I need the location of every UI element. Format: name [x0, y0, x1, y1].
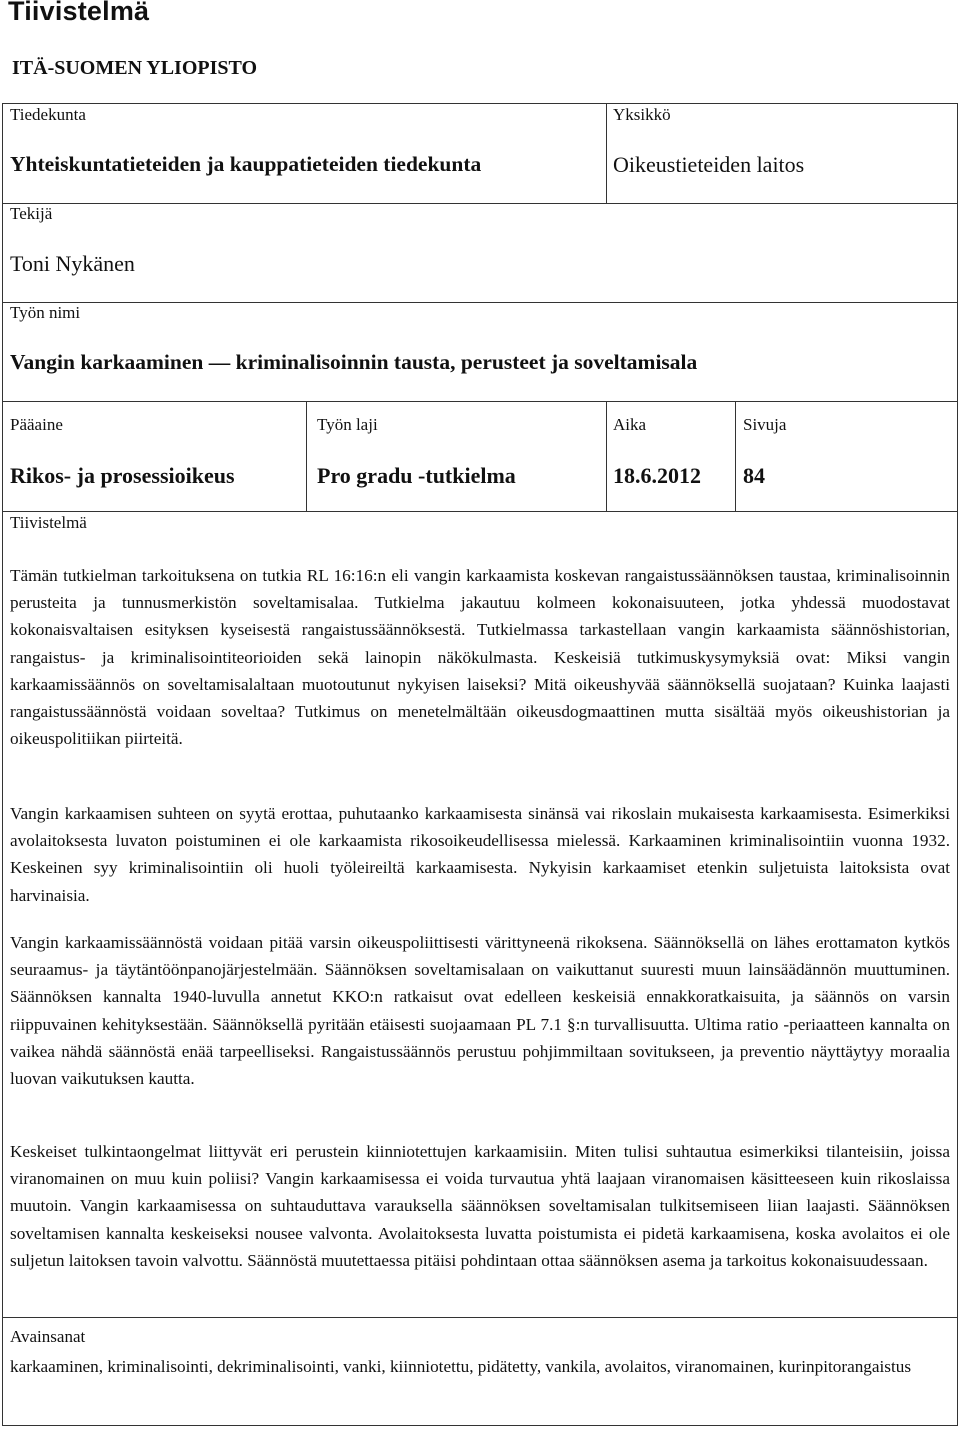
abstract-paragraph: Keskeiset tulkintaongelmat liittyvät eri perustein kiinniotettujen karkaamisiin. Miten tulisi suhtautua esimerkiksi tilanteisiin, joissa viranomainen on muu kuin poliisi? Vangin karkaamisessa ei voida turvautua yhtä laajaan viranomaisen käsitteeseen kuin rikoslaissa muutoin. Vangin karkaamisessa on suhtauduttava varauksella säännöksen soveltamisalan tulkitsemiseen liian laajasti. Säännöksen soveltamisen kannalta keskeiseksi nousee valvonta. Avolaitoksesta luvatta poistumista ei pidetä karkaamisena, koska avolaitos ei ole suljetun laitoksen tavoin valvottu. Säännöstä muutettaessa pitäisi pohdintaan ottaa säännöksen asema ja tarkoitus kokonaisuudessaan. [10, 1142, 950, 1270]
work-name-value: Vangin karkaaminen — kriminalisoinnin tausta, perusteet ja soveltamisala [10, 350, 698, 374]
unit-label: Yksikkö [613, 105, 671, 124]
abstract-paragraph: Vangin karkaamissäännöstä voidaan pitää varsin oikeuspoliittisesti värittyneenä rikoksena. Säännöksellä on lähes erottamaton kytkös seuraamus- ja täytäntöönpanojärjestelmään. Säännöksen soveltamisalaan on vaikuttanut suuresti muun lainsäädännön muuttuminen. Säännöksen kannalta 1940-luvulla annetut KKO:n ratkaisut ovat edelleen keskeisiä ennakkoratkaisuita, ja säännös on varsin riippuvainen kehityksestään. Säännöksellä pyritään etäisesti suojaamaan PL 7.1 §:n turvallisuutta. Ultima ratio -periaatteen kannalta on vaikea nähdä säännöstä enää tarpeelliseksi. Rangaistussäännös perustuu pohjimmiltaan sovitukseen, ja preventio näyttäytyy moraalia luovan vaikutuksen kautta. [10, 933, 950, 1089]
unit-value: Oikeustieteiden laitos [613, 152, 805, 177]
university-name: ITÄ-SUOMEN YLIOPISTO [12, 57, 258, 79]
work-type-label: Työn laji [317, 415, 378, 434]
work-type-value: Pro gradu -tutkielma [317, 463, 516, 488]
author-value: Toni Nykänen [10, 251, 135, 276]
major-value: Rikos- ja prosessioikeus [10, 463, 235, 488]
page-title: Tiivistelmä [8, 0, 150, 26]
keywords-label: Avainsanat [10, 1327, 86, 1346]
abstract-paragraph: Tämän tutkielman tarkoituksena on tutkia RL 16:16:n eli vangin karkaamista koskevan rangaistussäännöksen taustaa, kriminalisoinnin perusteita ja tunnusmerkistön soveltamisalaa. Tutkielma jakautuu kolmeen kokonaisuuteen, jotka yhdessä muodostavat kokonaisvaltaisen esityksen kyseisestä rangaistussäännöksestä. Tutkielmassa tarkastellaan vangin karkaamista säännöshistorian, rangaistus- ja kriminalisointiteorioiden sekä lainopin näkökulmasta. Keskeisiä tutkimuskysymyksiä ovat: Miksi vangin karkaamissäännös on soveltamisalaltaan muotoutunut nykyisen laiseksi? Mitä oikeushyvää säännöksellä suojataan? Kuinka laajasti rangaistussäännöstä voidaan soveltaa? Tutkimus on menetelmältään oikeusdogmaattinen mutta sisältää myös oikeushistorian ja oikeuspolitiikan piirteitä. [10, 566, 950, 749]
divider [3, 203, 957, 204]
pages-label: Sivuja [743, 415, 787, 434]
faculty-label: Tiedekunta [10, 105, 86, 124]
divider [306, 401, 307, 511]
divider [3, 302, 957, 303]
date-label: Aika [613, 415, 647, 434]
divider [606, 401, 607, 511]
keywords-value: karkaaminen, kriminalisointi, dekriminalisointi, vanki, kiinniotettu, pidätetty, vankila, avolaitos, viranomainen, kurinpitorangaistus [10, 1357, 912, 1376]
pages-value: 84 [743, 463, 765, 488]
divider [606, 104, 607, 203]
abstract-label: Tiivistelmä [10, 513, 87, 532]
work-name-label: Työn nimi [10, 303, 81, 322]
divider [3, 1317, 957, 1318]
abstract-paragraph: Vangin karkaamisen suhteen on syytä erottaa, puhutaanko karkaamisesta sinänsä vai rikoslain mukaisesta karkaamisesta. Esimerkiksi avolaitoksesta luvaton poistuminen ei ole karkaamista rikosoikeudellisessa mielessä. Karkaaminen kriminalisointiin vuonna 1932. Keskeinen syy kriminalisointiin oli huoli työleireiltä karkaamisesta. Nykyisin karkaamiset etenkin suljetuista laitoksista ovat harvinaisia. [10, 804, 950, 905]
author-label: Tekijä [10, 204, 53, 223]
divider [735, 401, 736, 511]
thesis-abstract-form [2, 103, 958, 1426]
faculty-value: Yhteiskuntatieteiden ja kauppatieteiden tiedekunta [10, 152, 482, 176]
major-label: Pääaine [10, 415, 63, 434]
date-value: 18.6.2012 [613, 463, 701, 488]
divider [3, 401, 957, 402]
divider [3, 511, 957, 512]
